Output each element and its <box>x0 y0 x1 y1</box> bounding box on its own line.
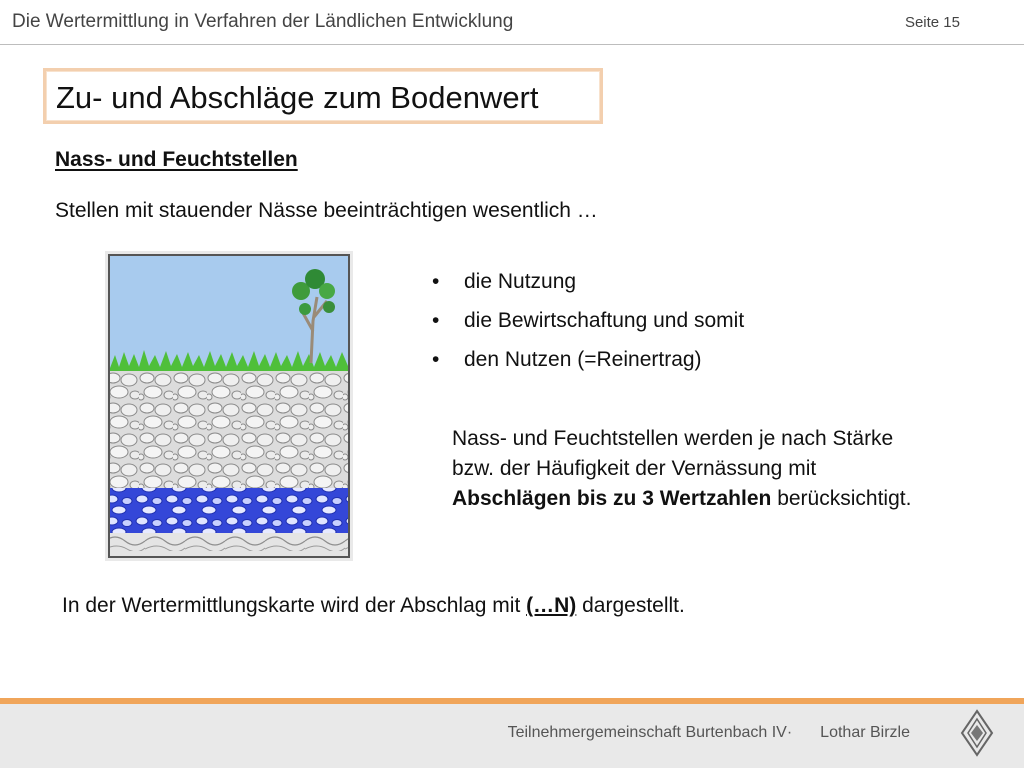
list-item <box>432 309 744 348</box>
footer-organization-text: Teilnehmergemeinschaft Burtenbach IV· <box>507 724 793 741</box>
soil-profile-illustration <box>105 251 353 561</box>
footer-organization <box>508 724 910 742</box>
page-number: Seite 15 <box>904 14 960 31</box>
explanation-paragraph <box>452 424 912 514</box>
map-notation-text <box>62 594 685 618</box>
title-box <box>43 68 603 124</box>
bullet-dot: • <box>432 309 440 332</box>
bedrock-layer <box>110 533 348 556</box>
slide-title: Zu- und Abschläge zum Bodenwert <box>56 80 539 115</box>
bullet-text: die Bewirtschaftung und somit <box>464 309 745 332</box>
gravel-layer <box>110 368 348 488</box>
paragraph-text-start: Nass- und Feuchtstellen werden je nach Stärke bzw. der Häufigkeit der Vernässung mit <box>452 427 894 480</box>
bullet-dot: • <box>432 270 440 293</box>
list-item <box>432 348 744 387</box>
intro-text: Stellen mit stauender Nässe beeinträchtigen wesentlich … <box>55 199 598 222</box>
notation-text-end: dargestellt. <box>576 594 685 617</box>
paragraph-text-end: berücksichtigt. <box>771 487 912 510</box>
paragraph-emphasis: Abschlägen bis zu 3 Wertzahlen <box>452 487 772 510</box>
bullet-text: die Nutzung <box>464 270 577 293</box>
footer-author: Lothar Birzle <box>820 724 910 741</box>
notation-code: (…N) <box>526 594 577 617</box>
header-title: Die Wertermittlung in Verfahren der Ländlichen Entwicklung <box>12 11 514 32</box>
notation-text-start: In der Wertermittlungskarte wird der Abschlag mit <box>62 594 527 617</box>
slide-footer <box>0 704 1024 768</box>
waterlogged-layer <box>110 488 348 533</box>
list-item <box>432 270 744 309</box>
slide-header <box>0 0 1024 45</box>
bullet-dot: • <box>432 348 440 371</box>
diamond-emblem-icon <box>960 708 994 758</box>
subheading: Nass- und Feuchtstellen <box>55 148 298 171</box>
bullet-list <box>432 270 744 387</box>
bullet-text: den Nutzen (=Reinertrag) <box>464 348 702 371</box>
